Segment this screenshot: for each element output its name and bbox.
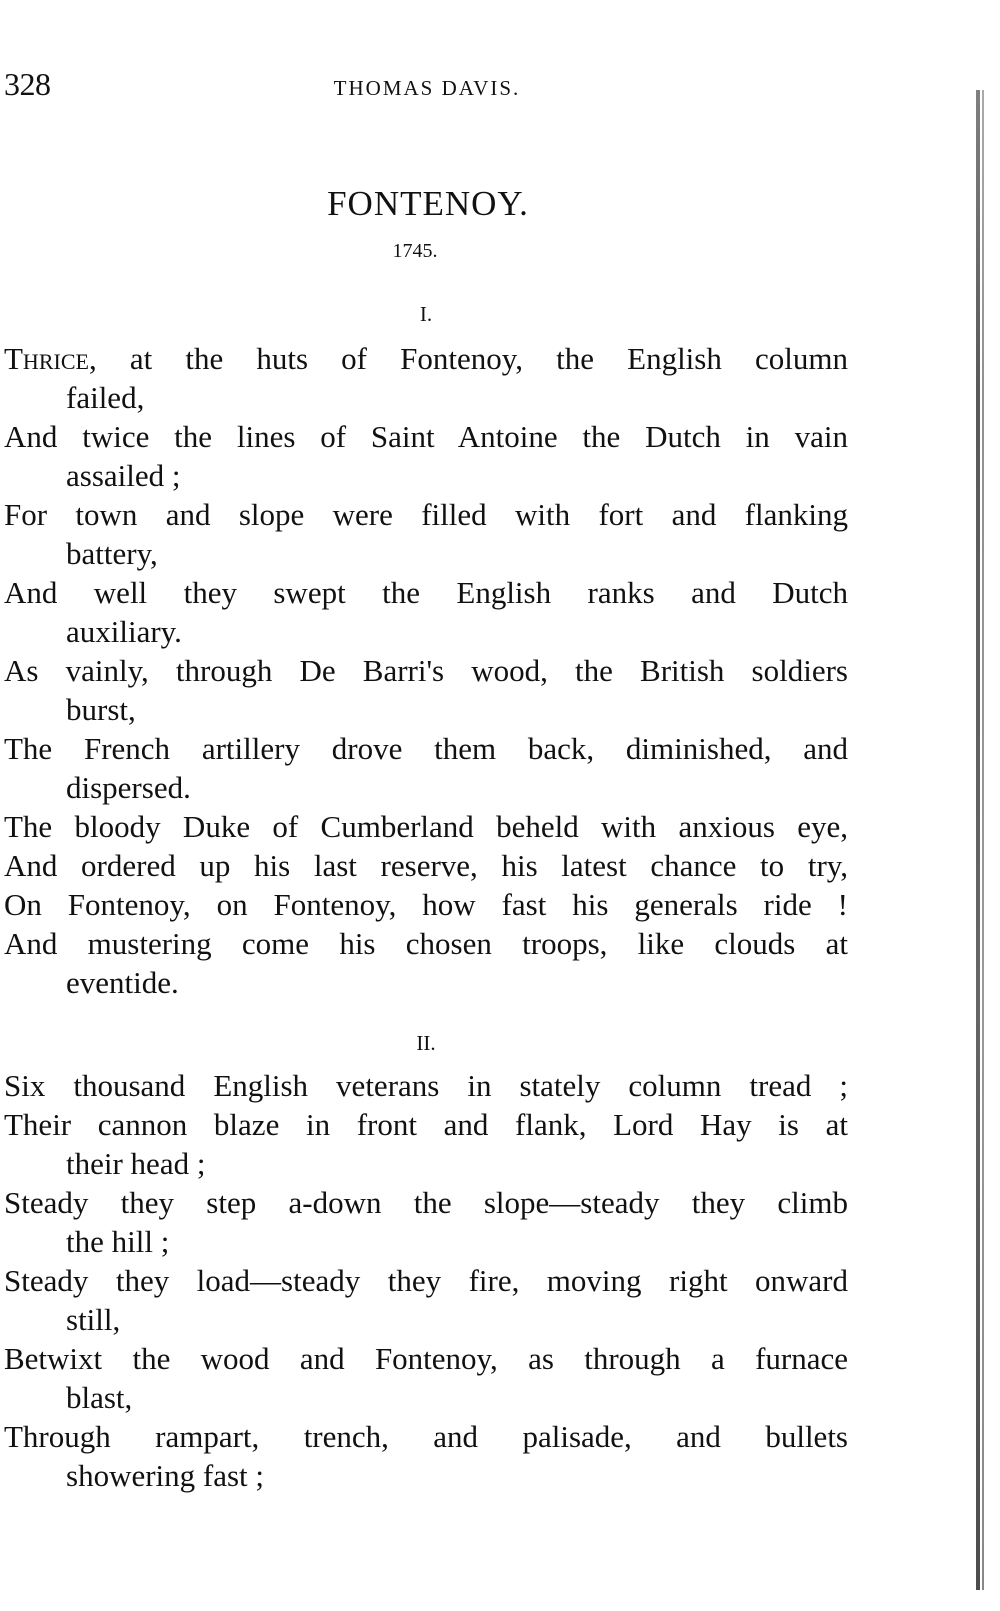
verse-line xyxy=(4,495,848,573)
verse-line-turnover: still, xyxy=(66,1302,121,1337)
verse-line-text: For town and slope were filled with fort and flanking xyxy=(4,497,848,532)
page-number: 328 xyxy=(4,66,51,102)
stanza-1 xyxy=(4,339,848,1002)
verse-line xyxy=(4,807,848,846)
verse-line-text: On Fontenoy, on Fontenoy, how fast his generals ride ! xyxy=(4,887,848,922)
verse-line-turnover: showering fast ; xyxy=(66,1458,265,1493)
verse-line-text: Six thousand English veterans in stately column tread ; xyxy=(4,1068,848,1103)
verse-line-turnover: burst, xyxy=(66,692,136,727)
verse-line-text: Steady they load—steady they fire, moving right onward xyxy=(4,1263,848,1298)
poem-year: 1745. xyxy=(392,240,438,262)
verse-line xyxy=(4,1339,848,1417)
verse-line-turnover: failed, xyxy=(66,380,145,415)
verse-line-turnover: the hill ; xyxy=(66,1224,170,1259)
stanza-number: I. xyxy=(419,302,433,326)
verse-line xyxy=(4,1261,848,1339)
verse-line-text: And ordered up his last reserve, his latest chance to try, xyxy=(4,848,848,883)
verse-line-text: Thrice, at the huts of Fontenoy, the English column xyxy=(4,341,848,376)
verse-line-text: Betwixt the wood and Fontenoy, as through a furnace xyxy=(4,1341,848,1376)
verse-line-turnover: blast, xyxy=(66,1380,133,1415)
verse-line-text: Steady they step a-down the slope—steady they climb xyxy=(4,1185,848,1220)
running-head: THOMAS DAVIS. xyxy=(333,76,521,100)
page-edge-shadow xyxy=(976,90,980,1590)
page-edge-shadow xyxy=(982,90,984,1590)
verse-line-turnover: eventide. xyxy=(66,965,179,1000)
verse-line-text: And twice the lines of Saint Antoine the Dutch in vain xyxy=(4,419,848,454)
verse-line xyxy=(4,417,848,495)
verse-line xyxy=(4,651,848,729)
verse-line-text: And well they swept the English ranks and Dutch xyxy=(4,575,848,610)
poem-title: FONTENOY. xyxy=(327,184,529,223)
verse-line xyxy=(4,573,848,651)
verse-line-turnover: dispersed. xyxy=(66,770,191,805)
verse-line-turnover: their head ; xyxy=(66,1146,206,1181)
verse-line xyxy=(4,339,848,417)
verse-line-text: Through rampart, trench, and palisade, and bullets xyxy=(4,1419,848,1454)
verse-line xyxy=(4,924,848,1002)
verse-line xyxy=(4,729,848,807)
verse-line xyxy=(4,885,848,924)
verse-line-text: And mustering come his chosen troops, like clouds at xyxy=(4,926,848,961)
verse-line-turnover: auxiliary. xyxy=(66,614,182,649)
verse-line xyxy=(4,1105,848,1183)
verse-line xyxy=(4,1417,848,1495)
stanza-2 xyxy=(4,1066,848,1495)
verse-line xyxy=(4,1183,848,1261)
verse-line-text: The French artillery drove them back, diminished, and xyxy=(4,731,848,766)
verse-line-text: The bloody Duke of Cumberland beheld with anxious eye, xyxy=(4,809,848,844)
verse-line xyxy=(4,1066,848,1105)
verse-line-text: As vainly, through De Barri's wood, the British soldiers xyxy=(4,653,848,688)
stanza-number: II. xyxy=(416,1031,436,1055)
verse-line-turnover: assailed ; xyxy=(66,458,181,493)
verse-line xyxy=(4,846,848,885)
opening-word: Thrice xyxy=(4,341,89,376)
verse-line-text: Their cannon blaze in front and flank, Lord Hay is at xyxy=(4,1107,848,1142)
verse-line-turnover: battery, xyxy=(66,536,158,571)
